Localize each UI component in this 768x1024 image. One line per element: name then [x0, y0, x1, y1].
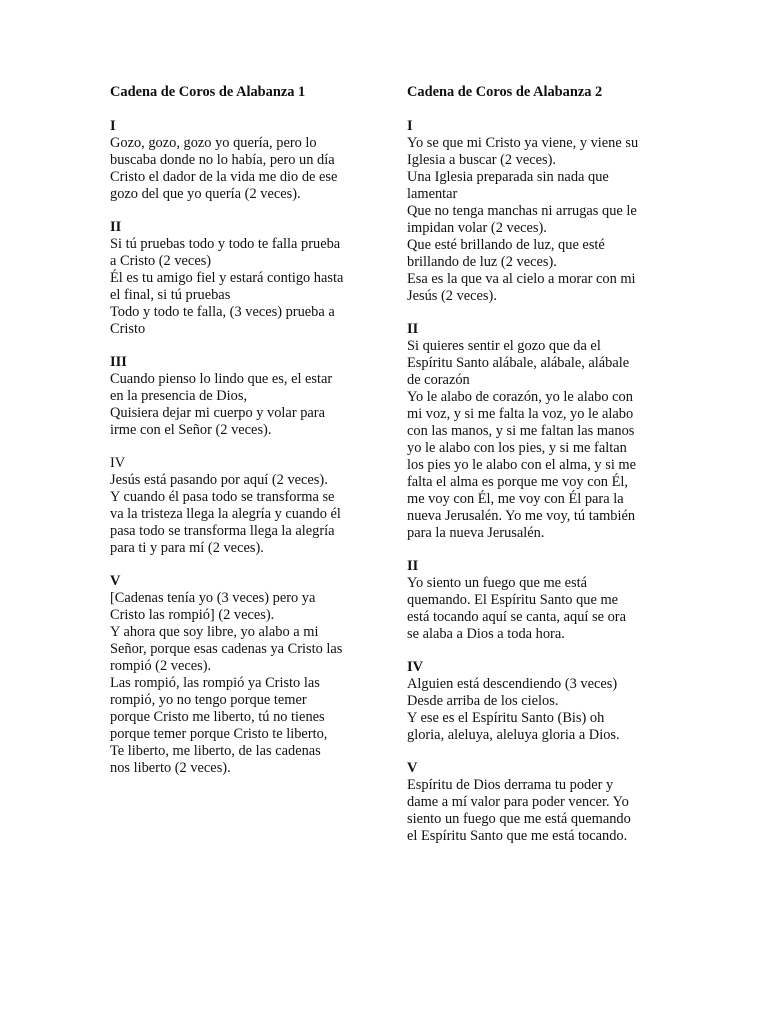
song-section	[407, 321, 663, 542]
lyric-line: Yo siento un fuego que me está	[407, 575, 587, 591]
lyric-line: Él es tu amigo fiel y estará contigo hasta	[110, 270, 344, 286]
lyric-line: Si quieres sentir el gozo que da el	[407, 338, 601, 354]
column-title: Cadena de Coros de Alabanza 1	[110, 84, 306, 100]
lyric-line: nueva Jerusalén. Yo me voy, tú también	[407, 508, 636, 524]
lyric-line: dame a mí valor para poder vencer. Yo	[407, 794, 629, 810]
section-list	[407, 118, 663, 845]
lyric-line: nos liberto (2 veces).	[110, 760, 231, 776]
section-heading: III	[110, 354, 127, 370]
lyric-line: buscaba donde no lo había, pero un día	[110, 152, 335, 168]
lyric-line: de corazón	[407, 372, 470, 388]
lyric-line: el final, si tú pruebas	[110, 287, 231, 303]
lyric-line: mi voz, y si me falta la voz, yo le alabo	[407, 406, 634, 422]
lyric-line: Cristo	[110, 321, 146, 337]
lyric-line: Espíritu Santo alábale, alábale, alábale	[407, 355, 630, 371]
song-section	[407, 760, 663, 845]
lyric-line: rompió, yo no tengo porque temer	[110, 692, 307, 708]
lyric-line: Si tú pruebas todo y todo te falla prueba	[110, 236, 341, 252]
section-heading: I	[407, 118, 413, 134]
section-heading: I	[110, 118, 116, 134]
lyric-line: rompió (2 veces).	[110, 658, 212, 674]
lyric-line: Que no tenga manchas ni arrugas que le	[407, 203, 637, 219]
lyric-line: Gozo, gozo, gozo yo quería, pero lo	[110, 135, 317, 151]
song-section	[110, 354, 366, 439]
lyric-line: Te liberto, me liberto, de las cadenas	[110, 743, 321, 759]
lyric-line: está tocando aquí se canta, aquí se ora	[407, 609, 626, 625]
lyric-line: gozo del que yo quería (2 veces).	[110, 186, 301, 202]
section-heading: II	[407, 321, 419, 337]
song-section	[407, 659, 663, 744]
lyric-line: me voy con Él, me voy con Él para la	[407, 491, 624, 507]
lyric-line: Jesús está pasando por aquí (2 veces).	[110, 472, 328, 488]
lyric-line: lamentar	[407, 186, 458, 202]
lyric-line: Y ahora que soy libre, yo alabo a mi	[110, 624, 319, 640]
section-heading: V	[110, 573, 121, 589]
section-list	[110, 118, 366, 777]
lyric-line: en la presencia de Dios,	[110, 388, 248, 404]
lyric-line: Las rompió, las rompió ya Cristo las	[110, 675, 320, 691]
lyric-line: para ti y para mí (2 veces).	[110, 540, 264, 556]
lyric-line: Alguien está descendiendo (3 veces)	[407, 676, 618, 692]
lyric-line: a Cristo (2 veces)	[110, 253, 212, 269]
song-section	[407, 558, 663, 643]
lyric-line: siento un fuego que me está quemando	[407, 811, 631, 827]
song-section	[110, 118, 366, 203]
lyric-line: Yo se que mi Cristo ya viene, y viene su	[407, 135, 639, 151]
lyric-line: Que esté brillando de luz, que esté	[407, 237, 605, 253]
section-heading: II	[407, 558, 419, 574]
song-section	[407, 118, 663, 305]
lyric-line: [Cadenas tenía yo (3 veces) pero ya	[110, 590, 316, 606]
lyric-line: Quisiera dejar mi cuerpo y volar para	[110, 405, 325, 421]
lyric-line: se alaba a Dios a toda hora.	[407, 626, 565, 642]
column-1	[110, 84, 366, 793]
lyric-line: para la nueva Jerusalén.	[407, 525, 545, 541]
section-heading: IV	[110, 455, 126, 471]
lyric-line: Y ese es el Espíritu Santo (Bis) oh	[407, 710, 605, 726]
song-section	[110, 455, 366, 557]
lyric-line: irme con el Señor (2 veces).	[110, 422, 272, 438]
lyric-line: Yo le alabo de corazón, yo le alabo con	[407, 389, 633, 405]
lyric-line: yo le alabo con los pies, y si me faltan	[407, 440, 627, 456]
lyric-line: impidan volar (2 veces).	[407, 220, 547, 236]
column-2	[407, 84, 663, 861]
lyric-line: Y cuando él pasa todo se transforma se	[110, 489, 335, 505]
song-section	[110, 219, 366, 338]
lyric-line: gloria, aleluya, aleluya gloria a Dios.	[407, 727, 620, 743]
section-heading: II	[110, 219, 122, 235]
section-heading: IV	[407, 659, 423, 675]
lyric-line: quemando. El Espíritu Santo que me	[407, 592, 619, 608]
lyric-line: Esa es la que va al cielo a morar con mi	[407, 271, 636, 287]
lyric-line: Cristo el dador de la vida me dio de ese	[110, 169, 338, 185]
lyric-line: Todo y todo te falla, (3 veces) prueba a	[110, 304, 335, 320]
lyric-line: porque temer porque Cristo te liberto,	[110, 726, 328, 742]
lyric-line: con las manos, y si me faltan las manos	[407, 423, 635, 439]
lyric-line: los pies yo le alabo con el alma, y si me	[407, 457, 636, 473]
lyric-line: Señor, porque esas cadenas ya Cristo las	[110, 641, 343, 657]
lyric-line: el Espíritu Santo que me está tocando.	[407, 828, 628, 844]
section-heading: V	[407, 760, 418, 776]
lyric-line: Jesús (2 veces).	[407, 288, 497, 304]
lyric-line: Iglesia a buscar (2 veces).	[407, 152, 557, 168]
lyric-line: porque Cristo me liberto, tú no tienes	[110, 709, 325, 725]
lyric-line: Cuando pienso lo lindo que es, el estar	[110, 371, 333, 387]
lyric-line: Una Iglesia preparada sin nada que	[407, 169, 609, 185]
lyric-line: falta el alma es porque me voy con Él,	[407, 474, 628, 490]
column-title: Cadena de Coros de Alabanza 2	[407, 84, 603, 100]
lyric-line: pasa todo se transforma llega la alegría	[110, 523, 335, 539]
song-section	[110, 573, 366, 777]
lyric-line: brillando de luz (2 veces).	[407, 254, 557, 270]
lyric-line: va la tristeza llega la alegría y cuando él	[110, 506, 341, 522]
lyric-line: Desde arriba de los cielos.	[407, 693, 559, 709]
lyric-line: Espíritu de Dios derrama tu poder y	[407, 777, 614, 793]
lyric-line: Cristo las rompió] (2 veces).	[110, 607, 275, 623]
